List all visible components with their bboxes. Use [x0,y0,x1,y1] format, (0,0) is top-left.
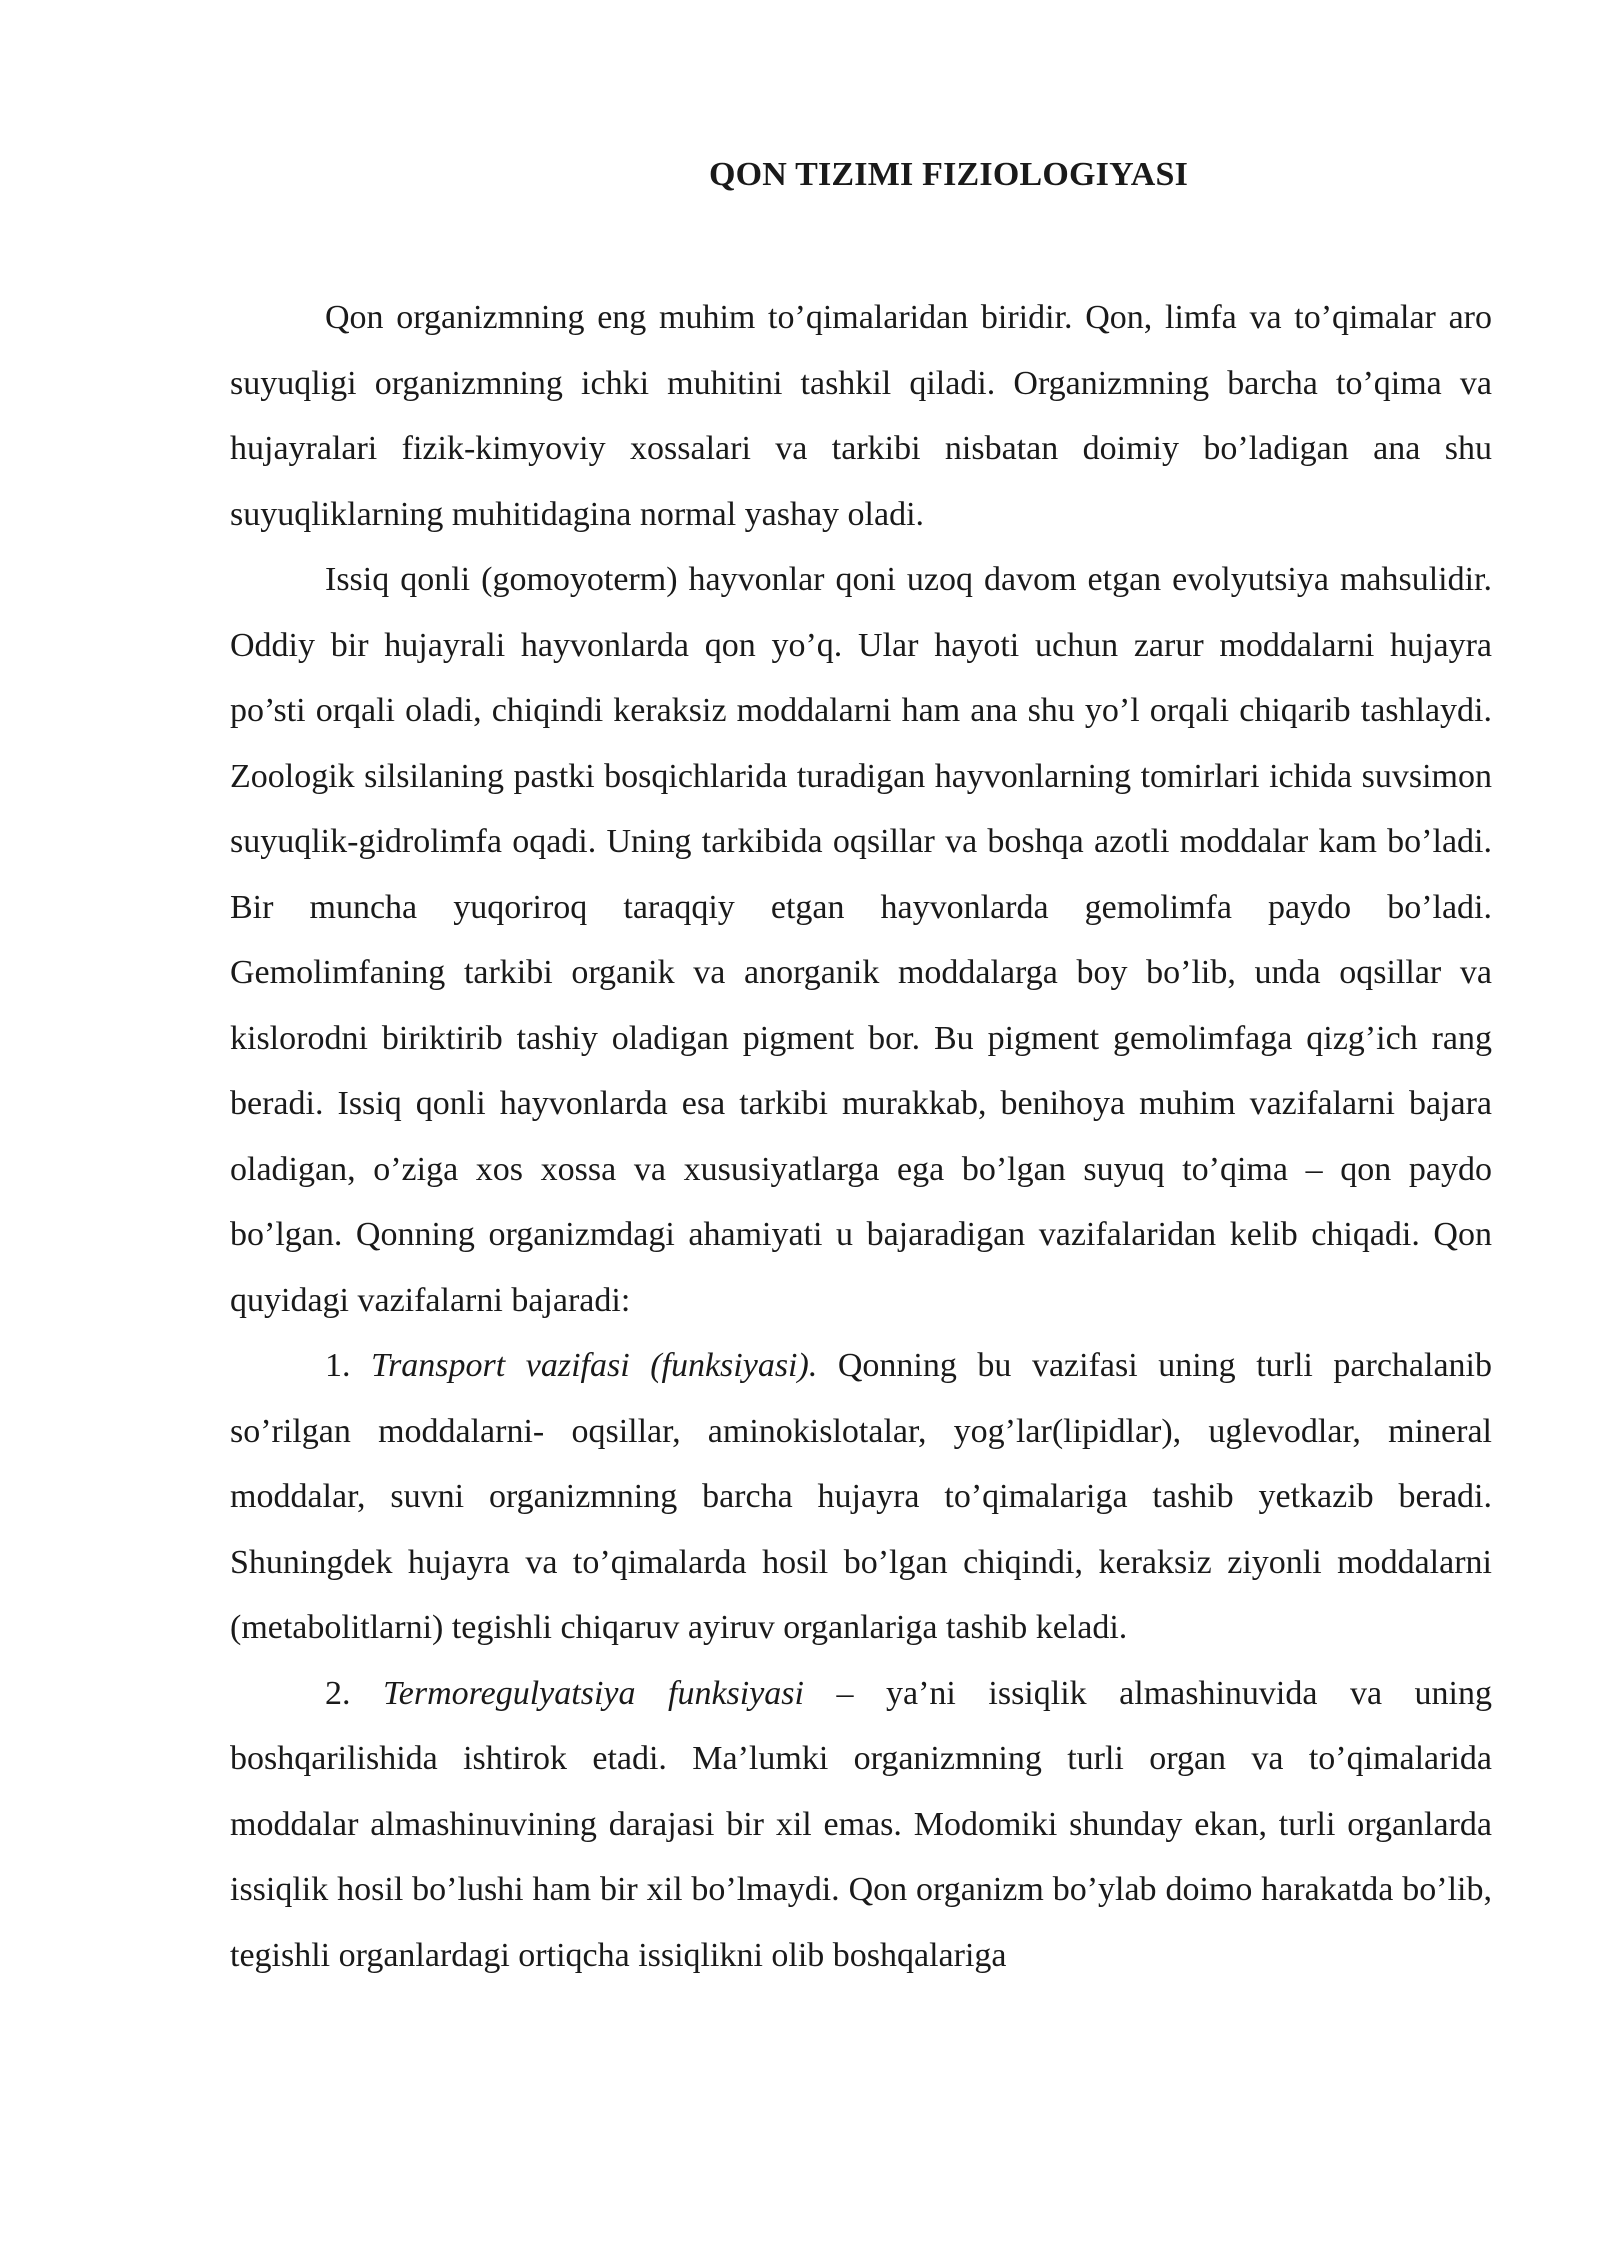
paragraph-intro [230,285,1492,547]
document-body [230,285,1492,1988]
function-term: Transport vazifasi (funksiyasi). [371,1347,818,1384]
list-number: 2. [325,1674,351,1712]
paragraph-evolution [230,547,1492,1333]
paragraph-text: – ya’ni issiqlik almashinuvida va uning boshqarilishida ishtirok etadi. Ma’lumki organizmning turli organ va to’qimalarida moddalar almashinuvining darajasi bir xil emas. Modomiki shunday ekan, turli organlarda issiqlik hosil bo’lushi ham bir xil bo’lmaydi. Qon organizm bo’ylab doimo harakatda bo’lib, tegishli organlardagi ortiqcha issiqlikni olib boshqalariga [230,1674,1493,1974]
function-term: Termoregulyatsiya funksiyasi [383,1674,804,1712]
paragraph-text: Qon organizmning eng muhim to’qimalaridan biridir. Qon, limfa va to’qimalar aro suyuqligi organizmning ichki muhitini tashkil qiladi. Organizmning barcha to’qima va hujayralari fizik-kimyoviy xossalari va tarkibi nisbatan doimiy bo’ladigan ana shu suyuqliklarning muhitidagina normal yashay oladi. [230,299,1492,533]
paragraph-text: Issiq qonli (gomoyoterm) hayvonlar qoni uzoq davom etgan evolyutsiya mahsulidir. Oddiy bir hujayrali hayvonlarda qon yo’q. Ular hayoti uchun zarur moddalarni hujayra po’sti orqali oladi, chiqindi keraksiz moddalarni ham ana shu yo’l orqali chiqarib tashlaydi. Zoologik silsilaning pastki bosqichlarida turadigan hayvonlarning tomirlari ichida suvsimon suyuqlik-gidrolimfa oqadi. Uning tarkibida oqsillar va boshqa azotli moddalar kam bo’ladi. Bir muncha yuqoriroq taraqqiy etgan hayvonlarda gemolimfa paydo bo’ladi. Gemolimfaning tarkibi organik va anorganik moddalarga boy bo’lib, unda oqsillar va kislorodni biriktirib tashiy oladigan pigment bor. Bu pigment gemolimfaga qizg’ich rang beradi. Issiq qonli hayvonlarda esa tarkibi murakkab, benihoya muhim vazifalarni bajara oladigan, o’ziga xos xossa va xususiyatlarga ega bo’lgan suyuq to’qima – qon paydo bo’lgan. Qonning organizmdagi ahamiyati u bajaradigan vazifalaridan kelib chiqadi. Qon quyidagi vazifalarni bajaradi: [230,561,1492,1319]
list-number: 1. [325,1347,351,1384]
document-title: QON TIZIMI FIZIOLOGIYASI [708,156,1189,193]
paragraph-transport-function [230,1333,1492,1661]
paragraph-text: Qonning bu vazifasi uning turli parchalanib so’rilgan moddalarni- oqsillar, aminokislotalar, yog’lar(lipidlar), uglevodlar, mineral moddalar, suvni organizmning barcha hujayra to’qimalariga tashib yetkazib beradi. Shuningdek hujayra va to’qimalarda hosil bo’lgan chiqindi, keraksiz ziyonli moddalarni (metabolitlarni) tegishli chiqaruv ayiruv organlariga tashib keladi. [230,1347,1492,1646]
paragraph-thermoregulation-function [230,1661,1492,1989]
